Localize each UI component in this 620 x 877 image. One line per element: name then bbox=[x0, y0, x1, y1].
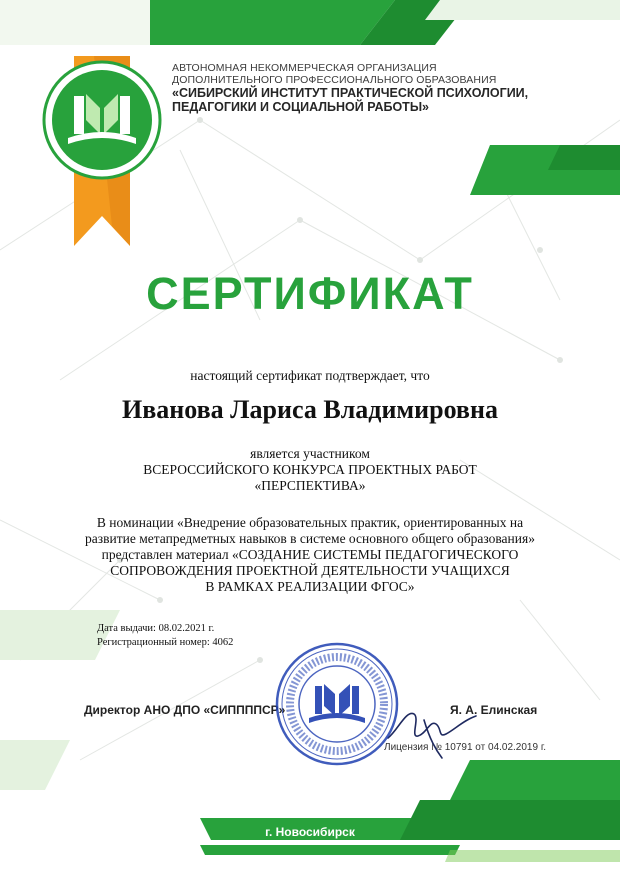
participation-block bbox=[0, 446, 620, 494]
participation-line-2: ВСЕРОССИЙСКОГО КОНКУРСА ПРОЕКТНЫХ РАБОТ bbox=[143, 462, 477, 477]
org-line-2: ДОПОЛНИТЕЛЬНОГО ПРОФЕССИОНАЛЬНОГО ОБРАЗОВАНИЯ bbox=[172, 74, 497, 86]
nomination-line-3: представлен материал «СОЗДАНИЕ СИСТЕМЫ ПЕДАГОГИЧЕСКОГО bbox=[101, 547, 519, 562]
city-label: г. Новосибирск bbox=[265, 825, 355, 839]
institute-emblem bbox=[38, 56, 168, 246]
recipient-name: Иванова Лариса Владимировна bbox=[122, 395, 498, 424]
certificate-title: СЕРТИФИКАТ bbox=[146, 268, 474, 319]
org-line-1: АВТОНОМНАЯ НЕКОММЕРЧЕСКАЯ ОРГАНИЗАЦИЯ bbox=[172, 62, 437, 74]
registration-number: Регистрационный номер: 4062 bbox=[97, 637, 234, 648]
round-seal-stamp-icon bbox=[273, 640, 401, 768]
org-line-4: ПЕДАГОГИКИ И СОЦИАЛЬНОЙ РАБОТЫ» bbox=[172, 100, 430, 114]
certificate-meta bbox=[97, 622, 233, 650]
organization-header bbox=[172, 62, 602, 114]
issue-date: Дата выдачи: 08.02.2021 г. bbox=[97, 623, 215, 634]
nomination-line-1: В номинации «Внедрение образовательных практик, ориентированных на bbox=[96, 515, 524, 530]
participation-line-3: «ПЕРСПЕКТИВА» bbox=[254, 478, 366, 493]
nomination-line-2: развитие метапредметных навыков в системе основного общего образования» bbox=[85, 531, 535, 546]
director-label: Директор АНО ДПО «СИППППСР» bbox=[84, 703, 286, 717]
license-text: Лицензия № 10791 от 04.02.2019 г. bbox=[384, 742, 547, 753]
confirm-text: настоящий сертификат подтверждает, что bbox=[190, 368, 430, 383]
nomination-line-4: СОПРОВОЖДЕНИЯ ПРОЕКТНОЙ ДЕЯТЕЛЬНОСТИ УЧАЩИХСЯ bbox=[110, 563, 510, 578]
signer-name: Я. А. Елинская bbox=[450, 703, 538, 717]
participation-line-1: является участником bbox=[250, 446, 370, 461]
nomination-block bbox=[0, 515, 620, 595]
nomination-line-5: В РАМКАХ РЕАЛИЗАЦИИ ФГОС» bbox=[205, 579, 415, 594]
org-line-3: «СИБИРСКИЙ ИНСТИТУТ ПРАКТИЧЕСКОЙ ПСИХОЛОГИИ, bbox=[172, 86, 529, 100]
